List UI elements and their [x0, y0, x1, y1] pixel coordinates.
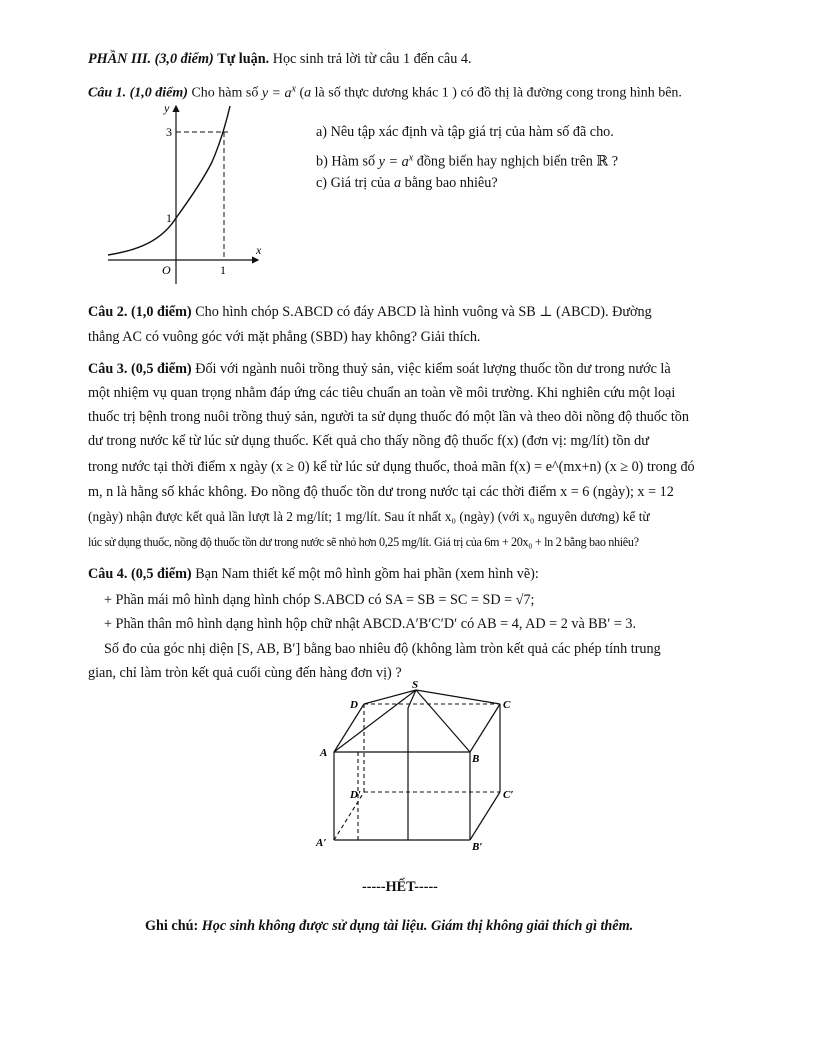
label-C1: C′	[503, 789, 514, 801]
graph-tick-y1: 1	[166, 211, 172, 225]
label-A1: A′	[316, 837, 327, 849]
edge-SD	[364, 690, 416, 704]
q3-line-5: trong nước tại thời điểm x ngày (x ≥ 0) kể từ lúc sử dụng thuốc, thoả mãn f(x) = e^(mx+n) (x ≥ 0) trong đó	[88, 459, 695, 475]
edge-BC	[470, 704, 500, 752]
section-title-points: PHẦN III. (3,0 điểm)	[88, 51, 214, 67]
section-title-type: Tự luận.	[217, 51, 270, 67]
q1-text-b: (	[299, 85, 305, 101]
q2-heading: Câu 2. (1,0 điểm)	[88, 304, 192, 320]
q3-line-7: (ngày) nhận được kết quả lần lượt là 2 mg/lít; 1 mg/lít. Sau ít nhất x₀ (ngày) (với x₀ nguyên dương) kể từ	[88, 509, 650, 524]
q4-line-1	[88, 565, 539, 583]
q3-line-2: một nhiệm vụ quan trọng nhằm đáp ứng các tiêu chuẩn an toàn về môi trường. Khi nghiên cứu một loại	[88, 385, 676, 401]
graph-y-label: y	[164, 101, 170, 115]
q1-text-a: Cho hàm số	[191, 85, 259, 101]
q2-text-1: Cho hình chóp S.ABCD có đáy ABCD là hình vuông và SB ⊥ (ABCD). Đường	[195, 304, 652, 320]
section-heading	[88, 50, 472, 68]
edge-B1C1	[470, 792, 500, 840]
q4-bullet-2: + Phần thân mô hình dạng hình hộp chữ nhật ABCD.A′B′C′D′ có AB = 4, AD = 2 và BB′ = 3.	[104, 616, 637, 632]
label-B: B	[472, 753, 480, 765]
edge-SC	[416, 690, 500, 704]
footer-note-text: Học sinh không được sử dụng tài liệu. Giám thị không giải thích gì thêm.	[201, 918, 634, 934]
q4-line-4: gian, chỉ làm tròn kết quả cuối cùng đến hàng đơn vị) ?	[88, 665, 402, 681]
q1-formula: $y = a^x$	[261, 83, 296, 101]
label-C: C	[503, 699, 511, 711]
q4-heading: Câu 4. (0,5 điểm)	[88, 566, 192, 582]
house-model-figure	[312, 680, 532, 860]
q1-text-c: là số thực dương khác 1 ) có đồ thị là đường cong trong hình bên.	[314, 85, 682, 101]
q1-part-a: a) Nêu tập xác định và tập giá trị của hàm số đã cho.	[316, 124, 614, 140]
q2-line-2: thẳng AC có vuông góc với mặt phẳng (SBD) hay không? Giải thích.	[88, 329, 481, 345]
label-D1: D′	[350, 789, 362, 801]
q3-line-1	[88, 360, 671, 378]
graph-tick-x1: 1	[220, 263, 226, 277]
label-D: D	[350, 699, 358, 711]
q2-line-1	[88, 303, 652, 321]
label-S: S	[412, 680, 419, 691]
q1-part-c: c) Giá trị của a bằng bao nhiêu?	[316, 175, 498, 191]
exponential-graph	[100, 100, 270, 290]
graph-tick-y3: 3	[166, 125, 172, 139]
q4-bullet-1: + Phần mái mô hình dạng hình chóp S.ABCD có SA = SB = SC = SD = √7;	[104, 592, 535, 608]
q4-line-3: Số đo của góc nhị diện [S, AB, B′] bằng bao nhiêu độ (không làm tròn kết quả các phép tính trung	[104, 641, 661, 657]
section-instruction: Học sinh trả lời từ câu 1 đến câu 4.	[272, 51, 472, 67]
footer-note	[145, 917, 633, 935]
q4-intro: Bạn Nam thiết kế một mô hình gồm hai phần (xem hình vẽ):	[195, 566, 539, 582]
q3-heading: Câu 3. (0,5 điểm)	[88, 361, 192, 377]
q3-line-6: m, n là hằng số khác không. Đo nồng độ thuốc tồn dư trong nước tại các thời điểm x = 6 (ngày); x = 12	[88, 484, 674, 500]
q3-text-1: Đối với ngành nuôi trồng thuỷ sản, việc kiểm soát lượng thuốc tồn dư trong nước là	[195, 361, 671, 377]
q1-var-a: a	[304, 85, 312, 101]
edge-SA	[334, 690, 416, 752]
graph-origin: O	[162, 263, 171, 277]
end-marker: -----HẾT-----	[362, 879, 438, 895]
graph-x-label: x	[256, 243, 262, 257]
q1-part-b: b) Hàm số $y = a^x$ đồng biến hay nghịch biến trên ℝ ?	[316, 152, 619, 170]
q3-line-8: lúc sử dụng thuốc, nồng độ thuốc tồn dư trong nước sẽ nhỏ hơn 0,25 mg/lít. Giá trị của 6m + 20x₀ + ln 2 bằng bao nhiêu?	[88, 535, 639, 549]
q3-line-4: dư trong nước kể từ lúc sử dụng thuốc. Kết quả cho thấy nồng độ thuốc f(x) (đơn vị: mg/lít) tồn dư	[88, 433, 649, 449]
footer-note-label: Ghi chú:	[145, 918, 199, 934]
q3-line-3: thuốc trị bệnh trong nuôi trồng thuỷ sản, người ta sử dụng thuốc đó một lần và theo dõi nồng độ thuốc tồn	[88, 409, 689, 425]
edge-SB	[416, 690, 470, 752]
edge-AD	[334, 704, 364, 752]
label-A: A	[320, 747, 328, 759]
label-B1: B′	[472, 841, 483, 853]
q1-heading: Câu 1. (1,0 điểm)	[88, 85, 188, 101]
